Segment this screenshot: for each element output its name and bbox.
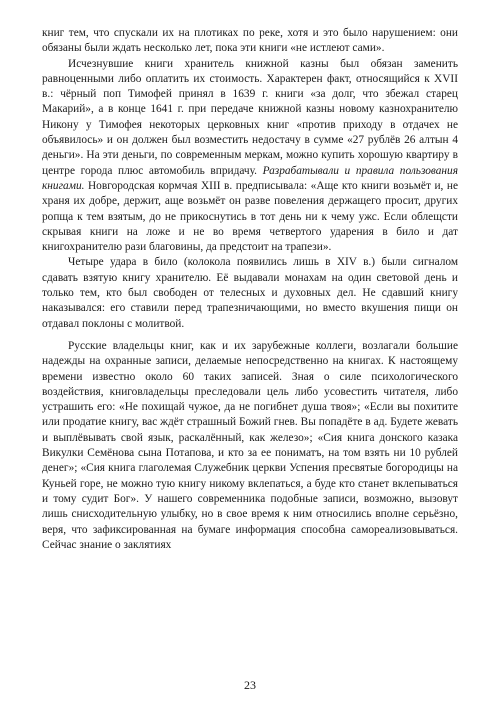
text-run: Четыре удара в било (колокола появились лишь в XIV в.) были сигналом сдавать взятую книгу хранителю. Её выдавали монахам на один световой день и только тем, кто был свободен от телесных и духовных дел. Не сдавший книгу наказывался: его ставили перед трапезничающими, но вместо вкушения пищи он отдавал поклоны с молитвой.: [42, 256, 458, 330]
page-number: 23: [244, 678, 256, 692]
paragraph-p3: [42, 255, 458, 331]
paragraph-p1: [42, 26, 458, 57]
text-run: книг тем, что спускали их на плотиках по реке, хотя и это было нарушением: они обязаны были ждать несколько лет, пока эти книги «не истлеют сами».: [42, 27, 458, 55]
italic-heading-run: Разрабатывали и правила пользования книгами.: [42, 164, 458, 192]
text-run: Русские владельцы книг, как и их зарубежные коллеги, возлагали большие надежды на охранные записи, делаемые непосредственно на книгах. К настоящему времени известно около 60 таких записей. Зная о силе психологического воздействия, книговладельцы преследовали цель либо усовестить читателя, либо устрашить его: «Не похищай чужое, да не погибнет душа твоя»; «Если вы похитите или продатие книгу, вас ждёт страшный Божий гнев. Вы попадёте в ад. Будете жевать и выплёвывать свой язык, раскалённый, как железо»; «Сия книга донского казака Викулки Семёнова сына Потапова, и кто за ее пониматъ, на том взять ни 10 рублей денег»; «Сия книга глаголемая Служебник церкви Успения пресвятые богородицы на Куньей горе, не можно тую книгу никому вклепаться, а буде кто станет вклепываться и тому судит Бог». У нашего современника подобные записи, возможно, вызовут лишь снисходительную улыбку, но в свое время к ним относились вполне серьёзно, веря, что зафиксированная на бумаге информация способна самореализовываться. Сейчас знание о заклятиях: [42, 339, 458, 551]
paragraph-p2: [42, 57, 458, 256]
paragraph-p4: [42, 339, 458, 553]
text-run: Исчезнувшие книги хранитель книжной казны был обязан заменить равноценными либо оплатить их стоимость. Характерен факт, относящийся к XVII в.: чёрный поп Тимофей принял в 1639 г. книги «за долг, что збежал старец Макарий», а в конце 1641 г. при передаче книжной казны новому казнохранителю Никону у Тимофея некоторых церковных книг «против приходу в отдачех не объявилось» и он должен был возместить недостачу в сумме «27 рублёв 26 алтын 4 деньги». На эти деньги, по современным меркам, можно купить хорошую квартиру в центре города плюс автомобиль впридачу.: [42, 57, 458, 177]
document-body: [42, 26, 458, 553]
text-run: Новгородская кормчая XIII в. предписывала: «Аще кто книги возьмёт и, не храня их добре, держит, аще возьмёт он разве повеления держащего просит, других ропща к тем взятым, до не прикоснутись в тот день ни к чему ужс. Если облещсти скрывая книги на ложе и не во время четвертого ударения в било и дат книгохранителю рази благовины, да предстоит на трапези».: [42, 179, 458, 254]
